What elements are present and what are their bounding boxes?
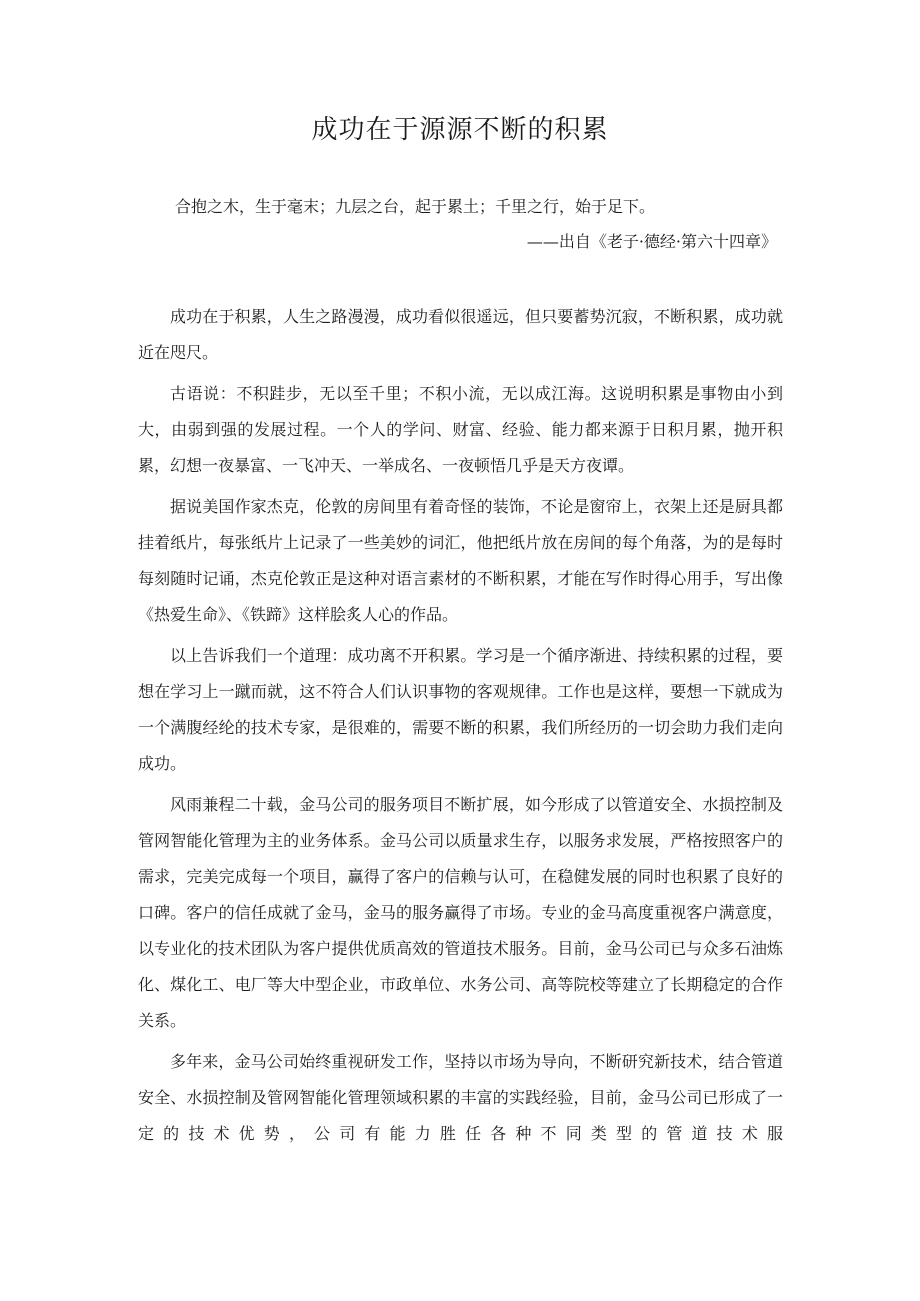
paragraph: 以上告诉我们一个道理：成功离不开积累。学习是一个循序渐进、持续积累的过程，要想在学习上一蹴而就，这不符合人们认识事物的客观规律。工作也是这样，要想一下就成为一个满腹经纶的技术专家，是很难的，需要不断的积累，我们所经历的一切会助力我们走向成功。 xyxy=(138,646,783,773)
paragraph: 古语说：不积跬步，无以至千里；不积小流，无以成江海。这说明积累是事物由小到大，由弱到强的发展过程。一个人的学问、财富、经验、能力都来源于日积月累，抛开积累，幻想一夜暴富、一飞冲天、一举成名、一夜顿悟几乎是天方夜谭。 xyxy=(138,384,783,475)
paragraph: 据说美国作家杰克，伦敦的房间里有着奇怪的装饰，不论是窗帘上，衣架上还是厨具都挂着纸片，每张纸片上记录了一些美妙的词汇，他把纸片放在房间的每个角落，为的是每时每刻随时记诵，杰克伦敦正是这种对语言素材的不断积累，才能在写作时得心用手，写出像《热爱生命》、《铁蹄》这样脍炙人心的作品。 xyxy=(138,497,783,624)
article-body xyxy=(138,299,783,1157)
epigraph-source: ——出自《老子·德经·第六十四章》 xyxy=(526,232,777,251)
paragraph: 多年来，金马公司始终重视研发工作，坚持以市场为导向，不断研究新技术，结合管道安全、水损控制及管网智能化管理领域积累的丰富的实践经验，目前，金马公司已形成了一定的技术优势，公司有能力胜任各种不同类型的管道技术服 xyxy=(138,1052,783,1143)
epigraph-quote: 合抱之木，生于毫末；九层之台，起于累土；千里之行，始于足下。 xyxy=(175,197,656,216)
paragraph: 成功在于积累，人生之路漫漫，成功看似很遥远，但只要蓄势沉寂，不断积累，成功就近在咫尺。 xyxy=(138,307,783,362)
page-title: 成功在于源源不断的积累 xyxy=(311,115,609,145)
paragraph: 风雨兼程二十载，金马公司的服务项目不断扩展，如今形成了以管道安全、水损控制及管网智能化管理为主的业务体系。金马公司以质量求生存，以服务求发展，严格按照客户的需求，完美完成每一个项目，赢得了客户的信赖与认可，在稳健发展的同时也积累了良好的口碑。客户的信任成就了金马，金马的服务赢得了市场。专业的金马高度重视客户满意度，以专业化的技术团队为客户提供优质高效的管道技术服务。目前，金马公司已与众多石油炼化、煤化工、电厂等大中型企业，市政单位、水务公司、高等院校等建立了长期稳定的合作关系。 xyxy=(138,795,783,1030)
